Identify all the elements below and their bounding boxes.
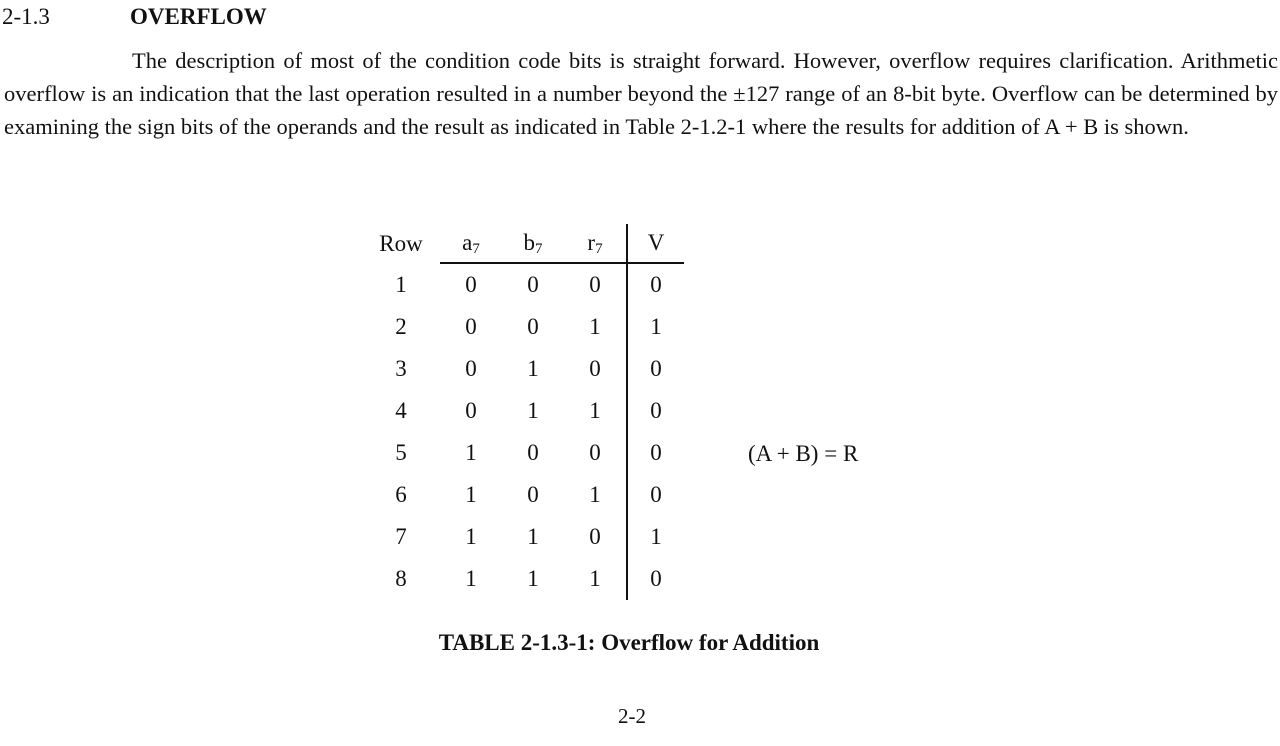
row-number: 3 (395, 356, 407, 381)
table-row (362, 432, 684, 474)
table-row (362, 516, 684, 558)
row-number: 2 (395, 314, 407, 339)
section-heading (2, 2, 267, 32)
a7-value: 1 (465, 524, 477, 549)
v-value: 0 (627, 390, 684, 432)
v-value: 0 (627, 263, 684, 306)
r7-value: 0 (589, 356, 601, 381)
row-number: 6 (395, 482, 407, 507)
a7-value: 0 (465, 356, 477, 381)
table-row (362, 390, 684, 432)
b7-value: 1 (527, 566, 539, 591)
header-b7-subscript: 7 (535, 241, 543, 257)
row-number: 8 (395, 566, 407, 591)
table-row (362, 348, 684, 390)
row-number: 7 (395, 524, 407, 549)
body-paragraph: The description of most of the condition code bits is straight forward. However, overflow requires clarification. Arithmetic overflow is an indication that the last operation resulted in a number beyond the ±127 range of an 8-bit byte. Overflow can be determined by examining the sign bits of the operands and the result as indicated in Table 2-1.2-1 where the results for addition of A + B is shown. (4, 48, 1278, 139)
r7-value: 1 (589, 398, 601, 423)
a7-value: 1 (465, 440, 477, 465)
v-value: 0 (627, 558, 684, 600)
table-caption-text: TABLE 2-1.3-1: Overflow for Addition (438, 630, 820, 655)
row-number: 4 (395, 398, 407, 423)
row-number: 5 (395, 440, 407, 465)
header-r7-subscript: 7 (595, 241, 603, 257)
a7-value: 1 (465, 566, 477, 591)
b7-value: 1 (527, 524, 539, 549)
section-title: OVERFLOW (130, 4, 267, 29)
v-value: 1 (627, 516, 684, 558)
v-value: 0 (627, 432, 684, 474)
a7-value: 0 (465, 398, 477, 423)
b7-value: 1 (527, 356, 539, 381)
table-row (362, 474, 684, 516)
b7-value: 0 (502, 263, 564, 306)
b7-value: 0 (527, 482, 539, 507)
table-row (362, 558, 684, 600)
v-value: 1 (627, 306, 684, 348)
header-a7 (440, 224, 502, 263)
a7-value: 0 (440, 263, 502, 306)
b7-value: 1 (527, 398, 539, 423)
header-row: Row (379, 230, 423, 256)
b7-value: 0 (527, 440, 539, 465)
a7-value: 0 (465, 314, 477, 339)
header-r7-letter: r (587, 230, 596, 255)
row-number: 1 (395, 271, 407, 297)
page-number-text: 2-2 (618, 704, 646, 728)
r7-value: 0 (564, 263, 627, 306)
header-b7-letter: b (523, 230, 535, 255)
r7-value: 0 (589, 440, 601, 465)
overflow-truth-table (362, 224, 684, 600)
header-b7 (502, 224, 564, 263)
header-a7-letter: a (462, 230, 473, 255)
header-r7 (564, 224, 627, 263)
header-v: V (627, 224, 684, 263)
a7-value: 1 (465, 482, 477, 507)
addition-equation: (A + B) = R (748, 441, 859, 466)
b7-value: 0 (527, 314, 539, 339)
table-row (362, 306, 684, 348)
v-value: 0 (627, 474, 684, 516)
r7-value: 1 (589, 482, 601, 507)
r7-value: 1 (589, 566, 601, 591)
r7-value: 0 (589, 524, 601, 549)
page-number (0, 702, 1280, 730)
table-header-row (362, 224, 684, 263)
table-row (362, 263, 684, 306)
v-value: 0 (627, 348, 684, 390)
r7-value: 1 (589, 314, 601, 339)
header-a7-subscript: 7 (472, 241, 480, 257)
table-caption (0, 627, 1280, 659)
section-number: 2-1.3 (2, 4, 50, 29)
